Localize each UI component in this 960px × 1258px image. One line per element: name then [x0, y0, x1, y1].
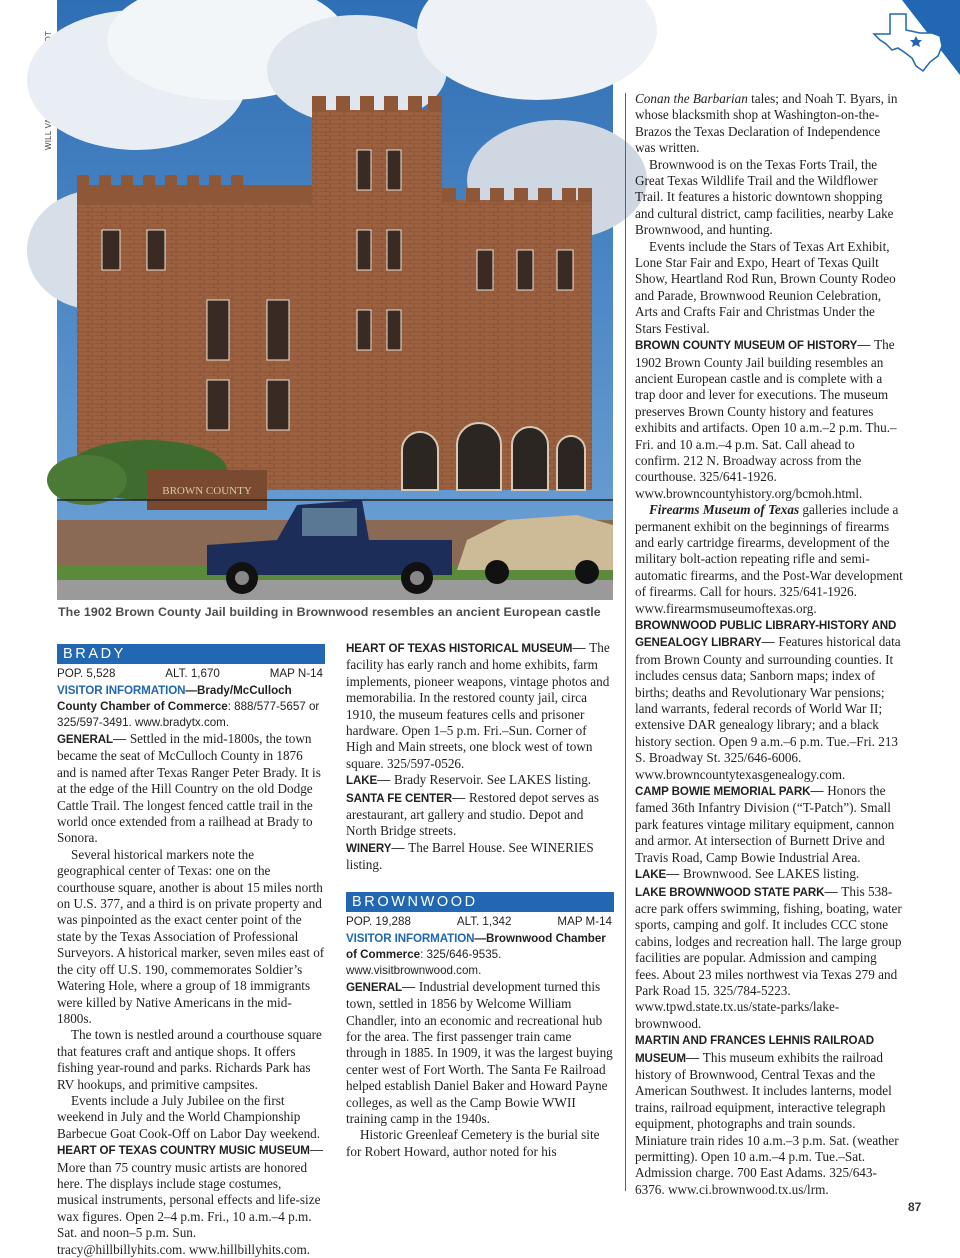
- map-reference: MAP M-14: [557, 914, 612, 928]
- listing-firearms-museum: Firearms Museum of Texas galleries include a permanent exhibit on the beginnings of firearms and early cartridge firearms, development of the military bolt-action repeating rifle and semi-automatic firearms, and the Post-War development of firearms. Call for hours. 325/641-1926. www.firearmsmuseumoftexas.org.: [635, 502, 903, 616]
- paragraph: Events include the Stars of Texas Art Exhibit, Lone Star Fair and Expo, Heart of Texas Quilt Show, Heartland Rod Run, Brown County Rodeo and Parade, Brownwood Reunion Celebration, Arts and Crafts Fair and Christmas Under the Stars Festival.: [635, 238, 896, 336]
- paragraph: Several historical markers note the geographical center of Texas: one on the courthouse square, another is about 15 miles north on U.S. 377, and a third is on private property and was pinpointed as the exact center point of the state by the Texas Association of Professional Surveyors. A historical marker, seven miles east of the city off U.S. 190, commemorates Soldier’s Watering Hole, where a group of 18 immigrants were killed by Native Americans in the mid-1800s.: [57, 846, 325, 1026]
- general-brownwood: GENERAL— Industrial development turned this town, settled in 1856 by Welcome William Chandler, into an economic and recreational hub for the area. The first passenger train came through in 1885. In 1909, it was the largest buying center west of Fort Worth. The Santa Fe Railroad helped establish Daniel Baker and Howard Payne colleges, as well as the Camp Bowie WWII training camp in the 1940s.: [346, 978, 613, 1126]
- paragraph: The town is nestled around a courthouse square that features craft and antique shops. It offers fishing year-round and parks. Richards Park has RV hookups, and primitive campsites.: [57, 1027, 322, 1092]
- altitude: ALT. 1,342: [456, 914, 512, 928]
- listing-state-park: LAKE BROWNWOOD STATE PARK— This 538-acre park offers swimming, fishing, boating, water sports, camping and golf. It includes CCC stone cabins, lodges and recreation hall. The large group facilities are popular. Admission and camping fees. About 23 miles northwest via Texas 279 and Park Road 15. 325/784-5223. www.tpwd.state.tx.us/state-parks/lake-brownwood.: [635, 883, 902, 1031]
- page-number: 87: [908, 1200, 922, 1214]
- texas-badge: [860, 0, 960, 75]
- column-3: [635, 91, 903, 1198]
- city-stats-brownwood: [346, 912, 614, 931]
- listing-camp-bowie: CAMP BOWIE MEMORIAL PARK— Honors the famed 36th Infantry Division (“T-Patch”). Small park features vintage military equipment, cannon and armor. At intersection of Burnett Drive and Travis Road, Camp Bowie Industrial Area.: [635, 783, 895, 865]
- city-stats-brady: [57, 664, 325, 683]
- listing-lake-brownwood: LAKE— Brownwood. See LAKES listing.: [635, 866, 860, 882]
- visitor-info-label: VISITOR INFORMATION: [346, 931, 475, 945]
- visitor-info-brady: [57, 683, 325, 731]
- population: POP. 5,528: [57, 667, 116, 680]
- listing-historical-museum: HEART OF TEXAS HISTORICAL MUSEUM— The facility has early ranch and home exhibits, farm implements, pioneer weapons, vintage photos and memorabilia. In the restored county jail, circa 1910, the museum features cells and prisoner hardware. Open 1–5 p.m. Fri.–Sun. Corner of High and Main streets, one block west of town square. 325/597-0526.: [346, 640, 610, 771]
- visitor-org: —Brownwood Chamber of Commerce: [346, 931, 606, 961]
- listing-county-museum: BROWN COUNTY MUSEUM OF HISTORY— The 1902 Brown County Jail building resembles an ancient European castle and is complete with a trap door and lever for executions. The museum preserves Brown County history and features exhibits and artifacts. Open 10 a.m.–2 p.m. Thu.–Fri. and 10 a.m.–4 p.m. Sat. Call ahead to confirm. 212 N. Broadway across from the courthouse. 325/641-1926. www.browncountyhistory.org/bcmoh.html.: [635, 337, 897, 501]
- paragraph: Historic Greenleaf Cemetery is the burial site for Robert Howard, author noted for his: [346, 1127, 600, 1159]
- column-1: [57, 644, 325, 1258]
- visitor-contact: : 888/577-5657 or 325/597-3491. www.bradytx.com.: [57, 700, 320, 729]
- jail-sign: BROWN COUNTY: [162, 485, 252, 497]
- visitor-contact: : 325/646-9535. www.visitbrownwood.com.: [346, 947, 502, 977]
- column-2: [346, 640, 614, 1160]
- visitor-info-brownwood: [346, 931, 614, 979]
- listing-public-library: BROWNWOOD PUBLIC LIBRARY-HISTORY AND GENEALOGY LIBRARY— Features historical data from Brown County and surrounding counties. It includes census data; Sanborn maps; index of births; deaths and Revolutionary War pensions; land warrants, federal records of World War II; extensive DAR genealogy library; and a black history section. Open 9 a.m.–6 p.m. Tue.–Fri. 213 S. Broadway St. 325/646-6006. www.browncountytexasgenealogy.com.: [635, 619, 901, 782]
- paragraph: Conan the Barbarian tales; and Noah T. Byars, in whose blacksmith shop at Washington-on-the-Brazos the Texas Declaration of Independence was written.: [635, 91, 898, 156]
- map-reference: MAP N-14: [269, 667, 323, 680]
- visitor-info-label: VISITOR INFORMATION: [57, 684, 186, 697]
- photo-caption: The 1902 Brown County Jail building in Brownwood resembles an ancient European castle: [58, 605, 601, 619]
- listing-lake-brady: LAKE— Brady Reservoir. See LAKES listing.: [346, 772, 592, 788]
- paragraph: Brownwood is on the Texas Forts Trail, the Great Texas Wildlife Trail and the Wildflower Trail. It features a historic downtown shopping and cultural district, camp facilities, nearby Lake Brownwood, and hunting.: [635, 156, 894, 238]
- population: POP. 19,288: [346, 914, 411, 928]
- general-brady: GENERAL— Settled in the mid-1800s, the town became the seat of McCulloch County in 1876 and is named after Texas Ranger Peter Brady. It is at the edge of the Hill Country on the old Dodge Cattle Trail. The longest fenced cattle trail in the world once extended from a railhead at Brady to Sonora.: [57, 731, 321, 846]
- paragraph: Events include a July Jubilee on the first weekend in July and the World Championship Barbecue Goat Cook-Off on Labor Day weekend.: [57, 1092, 321, 1141]
- listing-country-music-museum: HEART OF TEXAS COUNTRY MUSIC MUSEUM— More than 75 country music artists are honored here. The displays include stage costumes, musical instruments, personal effects and life-size wax figures. Open 2–4 p.m. Fri., 10 a.m.–4 p.m. Sat. and noon–5 p.m. Sun. tracy@hillbillyhits.com. www.hillbillyhits.com.: [57, 1142, 324, 1257]
- visitor-org: —Brady/McCulloch County Chamber of Commerce: [57, 684, 292, 713]
- column-rule: [625, 93, 626, 1191]
- city-header-brady: BRADY: [57, 644, 325, 664]
- texas-map-icon: [860, 0, 960, 75]
- listing-railroad-museum: MARTIN AND FRANCES LEHNIS RAILROAD MUSEUM— This museum exhibits the railroad history of Brownwood, Central Texas and the American Southwest. It includes lanterns, model trains, railroad equipment, interactive telegraph equipment, photographs and train sounds. Miniature train rides 10 a.m.–3 p.m. Sat. (weather permitting). Open 10 a.m.–4 p.m. Tue.–Sat. Admission charge. 700 East Adams. 325/643-6376. www.ci.brownwood.tx.us/lrm.: [635, 1034, 899, 1197]
- jail-photo: [57, 0, 613, 600]
- listing-winery: WINERY— The Barrel House. See WINERIES listing.: [346, 839, 594, 873]
- city-header-brownwood: BROWNWOOD: [346, 892, 614, 912]
- altitude: ALT. 1,670: [165, 667, 220, 680]
- listing-santa-fe-center: SANTA FE CENTER— Restored depot serves as arestaurant, art gallery and studio. Depot and North Bridge streets.: [346, 789, 599, 839]
